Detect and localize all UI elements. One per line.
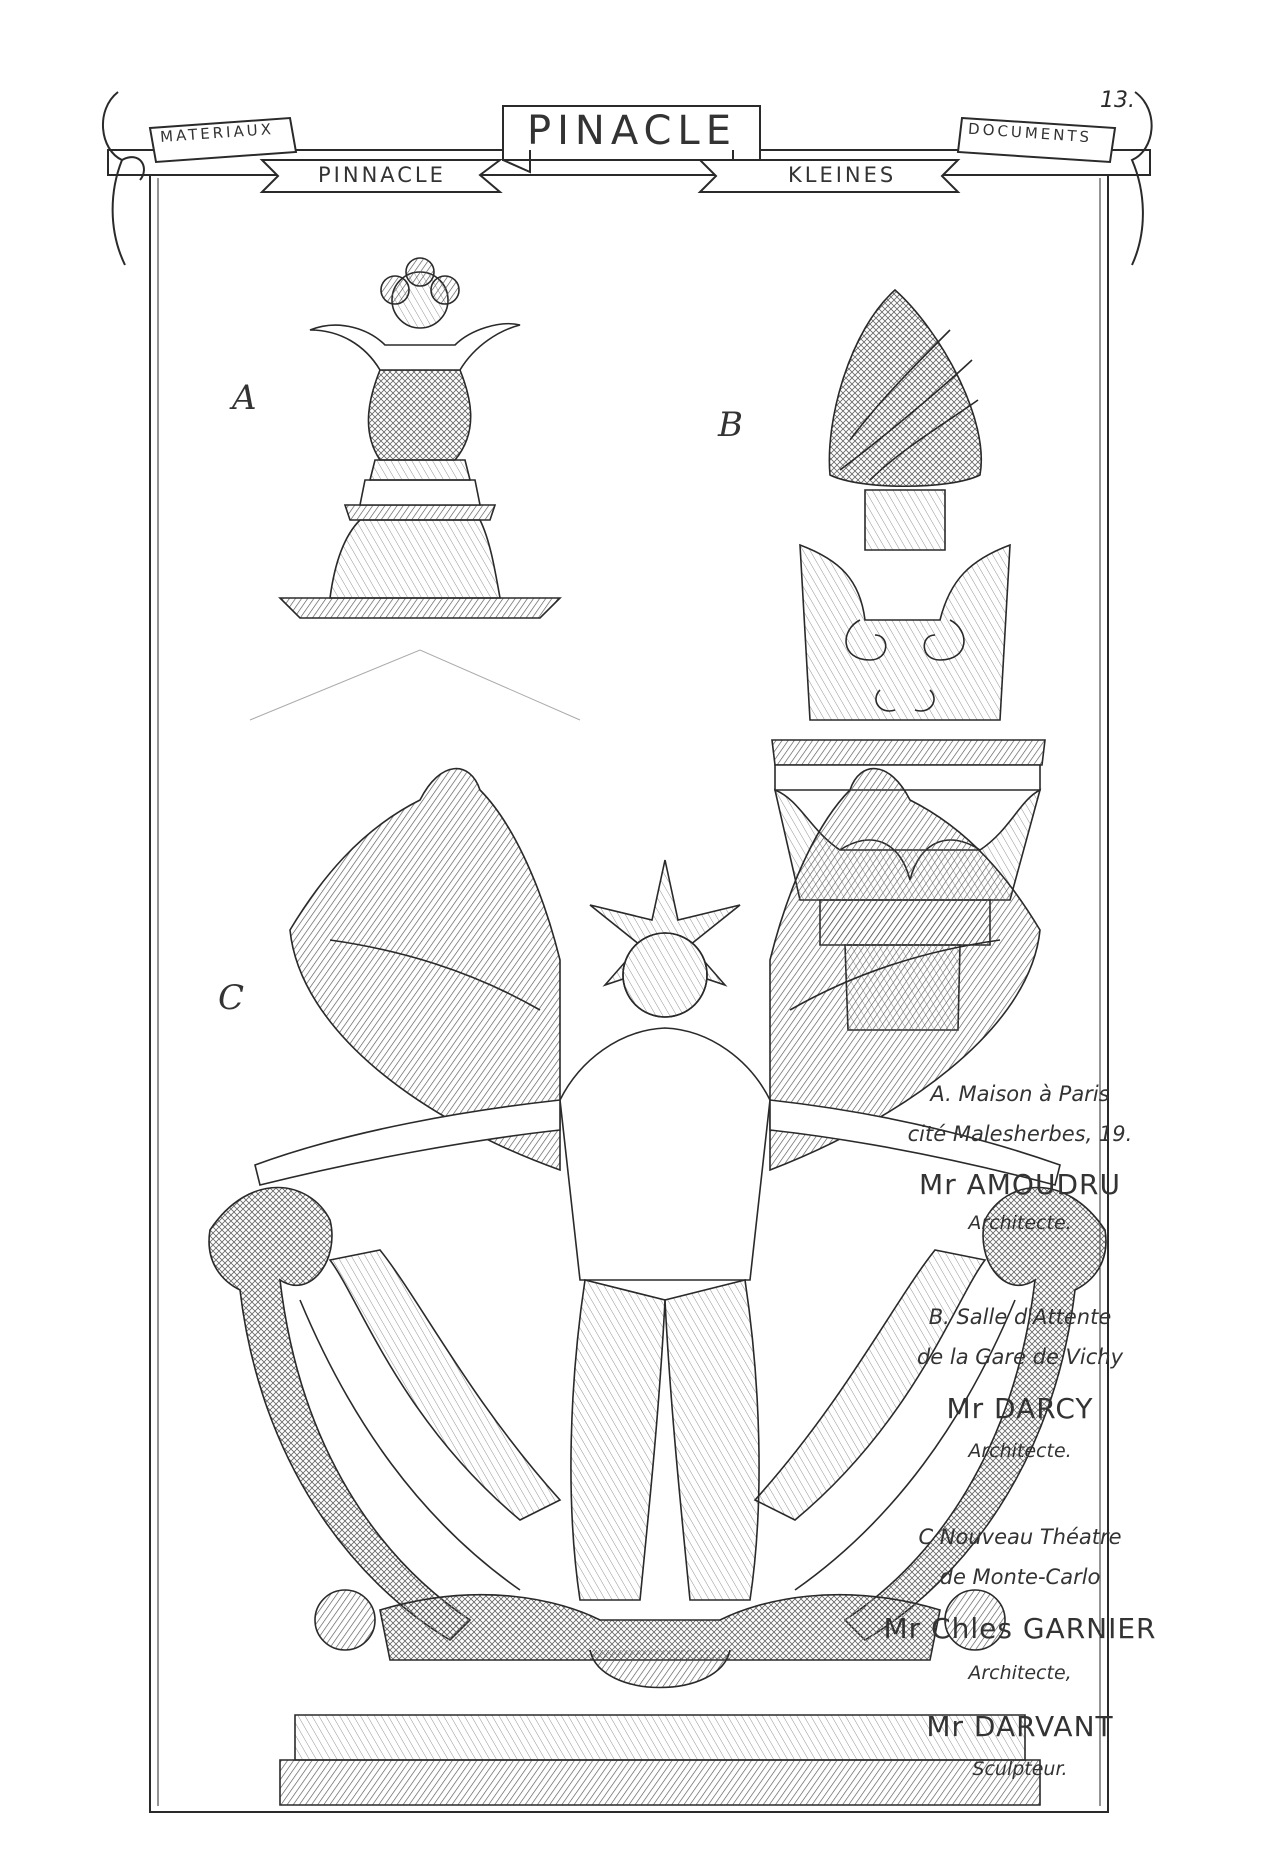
caption-b-line2: de la Gare de Vichy [916,1345,1124,1369]
caption-c-line1: C Nouveau Théatre [918,1525,1122,1549]
figure-label-c: C [218,978,245,1018]
caption-a-line2: cité Malesherbes, 19. [907,1122,1133,1146]
caption-c-role: Architecte, [968,1662,1072,1684]
caption-c-name: Mr Chles GARNIER [883,1612,1157,1645]
figure-c-engraving [209,769,1106,1805]
caption-c-role2: Sculpteur. [972,1758,1068,1780]
caption-a-name: Mr AMOUDRU [919,1168,1121,1201]
banner-sub-left: PINNACLE [318,163,446,187]
banner-sub-right: KLEINES [788,163,897,187]
banner-right-label: DOCUMENTS [967,119,1093,147]
caption-b-role: Architecte. [968,1440,1072,1462]
figure-a-engraving [250,258,580,720]
banner-left-label: MATERIAUX [159,120,275,146]
caption-a-line1: A. Maison à Paris [930,1082,1110,1106]
page-number: 13. [1100,88,1135,113]
figure-label-a: A [232,378,257,418]
caption-b-line1: B. Salle d'Attente [928,1305,1112,1329]
caption-a-role: Architecte. [968,1212,1072,1234]
caption-c-name2: Mr DARVANT [926,1710,1114,1743]
caption-c-line2: de Monte-Carlo [939,1565,1101,1589]
banner-title: PINACLE [527,108,737,154]
figure-label-b: B [718,405,743,445]
caption-b-name: Mr DARCY [946,1392,1094,1425]
